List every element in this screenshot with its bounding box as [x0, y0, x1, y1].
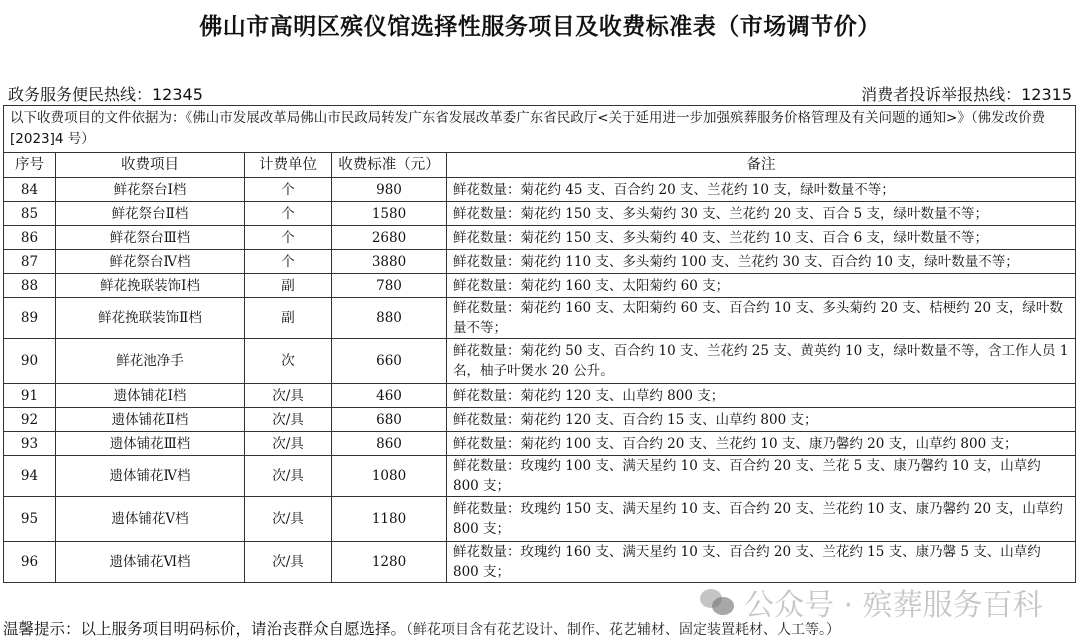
- row-note: 鲜花数量：菊花约 120 支、百合约 15 支、山草约 800 支；: [447, 408, 1076, 432]
- row-item: 遗体铺花Ⅵ档: [56, 542, 245, 583]
- header-item: 收费项目: [56, 153, 245, 178]
- header-note: 备注: [447, 153, 1076, 178]
- row-note: 鲜花数量：菊花约 120 支、山草约 800 支；: [447, 384, 1076, 408]
- row-no: 94: [4, 456, 56, 497]
- row-price: 780: [332, 274, 447, 298]
- table-row: [4, 226, 1076, 250]
- table-row: [4, 298, 1076, 339]
- row-no: 93: [4, 432, 56, 456]
- table-row: [4, 202, 1076, 226]
- row-item: 鲜花祭台Ⅰ档: [56, 178, 245, 202]
- row-note: 鲜花数量：菊花约 160 支、太阳菊约 60 支、百合约 10 支、多头菊约 20 支、桔梗约 20 支，绿叶数量不等；: [447, 298, 1076, 339]
- row-item: 遗体铺花Ⅳ档: [56, 456, 245, 497]
- row-price: 1080: [332, 456, 447, 497]
- row-item: 鲜花挽联装饰Ⅰ档: [56, 274, 245, 298]
- row-no: 95: [4, 497, 56, 542]
- fee-table: [3, 105, 1076, 583]
- table-row: [4, 497, 1076, 542]
- row-unit: 次: [245, 339, 332, 384]
- row-item: 鲜花祭台Ⅲ档: [56, 226, 245, 250]
- row-unit: 个: [245, 250, 332, 274]
- row-note: 鲜花数量：菊花约 110 支、多头菊约 100 支、兰花约 30 支、百合约 10 支，绿叶数量不等；: [447, 250, 1076, 274]
- row-item: 鲜花挽联装饰Ⅱ档: [56, 298, 245, 339]
- row-price: 1180: [332, 497, 447, 542]
- row-unit: 次/具: [245, 542, 332, 583]
- table-row: [4, 542, 1076, 583]
- row-item: 遗体铺花Ⅴ档: [56, 497, 245, 542]
- row-unit: 次/具: [245, 432, 332, 456]
- row-unit: 个: [245, 178, 332, 202]
- row-note: 鲜花数量：玫瑰约 160 支、满天星约 10 支、百合约 20 支、兰花约 15 支、康乃馨 5 支、山草约 800 支；: [447, 542, 1076, 583]
- row-note: 鲜花数量：菊花约 160 支、太阳菊约 60 支；: [447, 274, 1076, 298]
- government-hotline: 政务服务便民热线：12345: [8, 85, 203, 104]
- row-no: 92: [4, 408, 56, 432]
- row-item: 鲜花池净手: [56, 339, 245, 384]
- consumer-complaint-hotline: 消费者投诉举报热线：12315: [861, 85, 1072, 104]
- row-no: 84: [4, 178, 56, 202]
- table-row: [4, 178, 1076, 202]
- row-price: 980: [332, 178, 447, 202]
- row-no: 89: [4, 298, 56, 339]
- row-note: 鲜花数量：玫瑰约 150 支、满天星约 10 支、百合约 20 支、兰花约 10 支、康乃馨约 20 支，山草约 800 支；: [447, 497, 1076, 542]
- fee-basis-text: 以下收费项目的文件依据为：《佛山市发展改革局佛山市民政局转发广东省发展改革委广东省民政厅<关于延用进一步加强殡葬服务价格管理及有关问题的通知>》（佛发改价费[2023]4 号）: [4, 106, 1076, 153]
- footer-note-text: （鲜花项目含有花艺设计、制作、花艺辅材、固定装置耗材、人工等。）: [406, 622, 841, 638]
- row-unit: 次/具: [245, 384, 332, 408]
- row-note: 鲜花数量：菊花约 50 支、百合约 10 支、兰花约 25 支、黄英约 10 支，绿叶数量不等，含工作人员 1 名，柚子叶煲水 20 公升。: [447, 339, 1076, 384]
- row-price: 680: [332, 408, 447, 432]
- table-row: [4, 408, 1076, 432]
- row-unit: 个: [245, 226, 332, 250]
- header-unit: 计费单位: [245, 153, 332, 178]
- row-price: 3880: [332, 250, 447, 274]
- row-item: 遗体铺花Ⅲ档: [56, 432, 245, 456]
- row-note: 鲜花数量：玫瑰约 100 支、满天星约 10 支、百合约 20 支、兰花 5 支、康乃馨约 10 支，山草约 800 支；: [447, 456, 1076, 497]
- row-note: 鲜花数量：菊花约 100 支、百合约 20 支、兰花约 10 支、康乃馨约 20 支，山草约 800 支；: [447, 432, 1076, 456]
- header-no: 序号: [4, 153, 56, 178]
- row-unit: 副: [245, 274, 332, 298]
- row-note: 鲜花数量：菊花约 150 支、多头菊约 30 支、兰花约 20 支、百合 5 支，绿叶数量不等；: [447, 202, 1076, 226]
- watermark: [700, 580, 1043, 624]
- row-price: 860: [332, 432, 447, 456]
- row-item: 遗体铺花Ⅱ档: [56, 408, 245, 432]
- row-price: 2680: [332, 226, 447, 250]
- row-item: 遗体铺花Ⅰ档: [56, 384, 245, 408]
- watermark-text: 公众号 · 殡葬服务百科: [744, 588, 1043, 623]
- page-title: 佛山市高明区殡仪馆选择性服务项目及收费标准表（市场调节价）: [199, 14, 881, 40]
- row-no: 86: [4, 226, 56, 250]
- table-header-row: [4, 153, 1076, 178]
- footer-tip-text: 温馨提示：以上服务项目明码标价，请治丧群众自愿选择。: [3, 620, 407, 638]
- row-note: 鲜花数量：菊花约 45 支、百合约 20 支、兰花约 10 支，绿叶数量不等；: [447, 178, 1076, 202]
- row-note: 鲜花数量：菊花约 150 支、多头菊约 40 支、兰花约 10 支、百合 6 支，绿叶数量不等；: [447, 226, 1076, 250]
- header-price: 收费标准（元）: [332, 153, 447, 178]
- row-price: 660: [332, 339, 447, 384]
- table-row: [4, 456, 1076, 497]
- row-price: 1580: [332, 202, 447, 226]
- row-no: 87: [4, 250, 56, 274]
- table-row: [4, 274, 1076, 298]
- table-row: [4, 339, 1076, 384]
- row-unit: 次/具: [245, 497, 332, 542]
- table-row: [4, 384, 1076, 408]
- row-no: 90: [4, 339, 56, 384]
- row-price: 460: [332, 384, 447, 408]
- row-price: 880: [332, 298, 447, 339]
- basis-row: [4, 106, 1076, 153]
- wechat-icon: [700, 587, 736, 617]
- table-row: [4, 432, 1076, 456]
- row-no: 85: [4, 202, 56, 226]
- row-price: 1280: [332, 542, 447, 583]
- row-no: 91: [4, 384, 56, 408]
- row-no: 88: [4, 274, 56, 298]
- table-row: [4, 250, 1076, 274]
- row-unit: 次/具: [245, 408, 332, 432]
- row-unit: 个: [245, 202, 332, 226]
- row-unit: 次/具: [245, 456, 332, 497]
- row-item: 鲜花祭台Ⅳ档: [56, 250, 245, 274]
- row-unit: 副: [245, 298, 332, 339]
- row-no: 96: [4, 542, 56, 583]
- row-item: 鲜花祭台Ⅱ档: [56, 202, 245, 226]
